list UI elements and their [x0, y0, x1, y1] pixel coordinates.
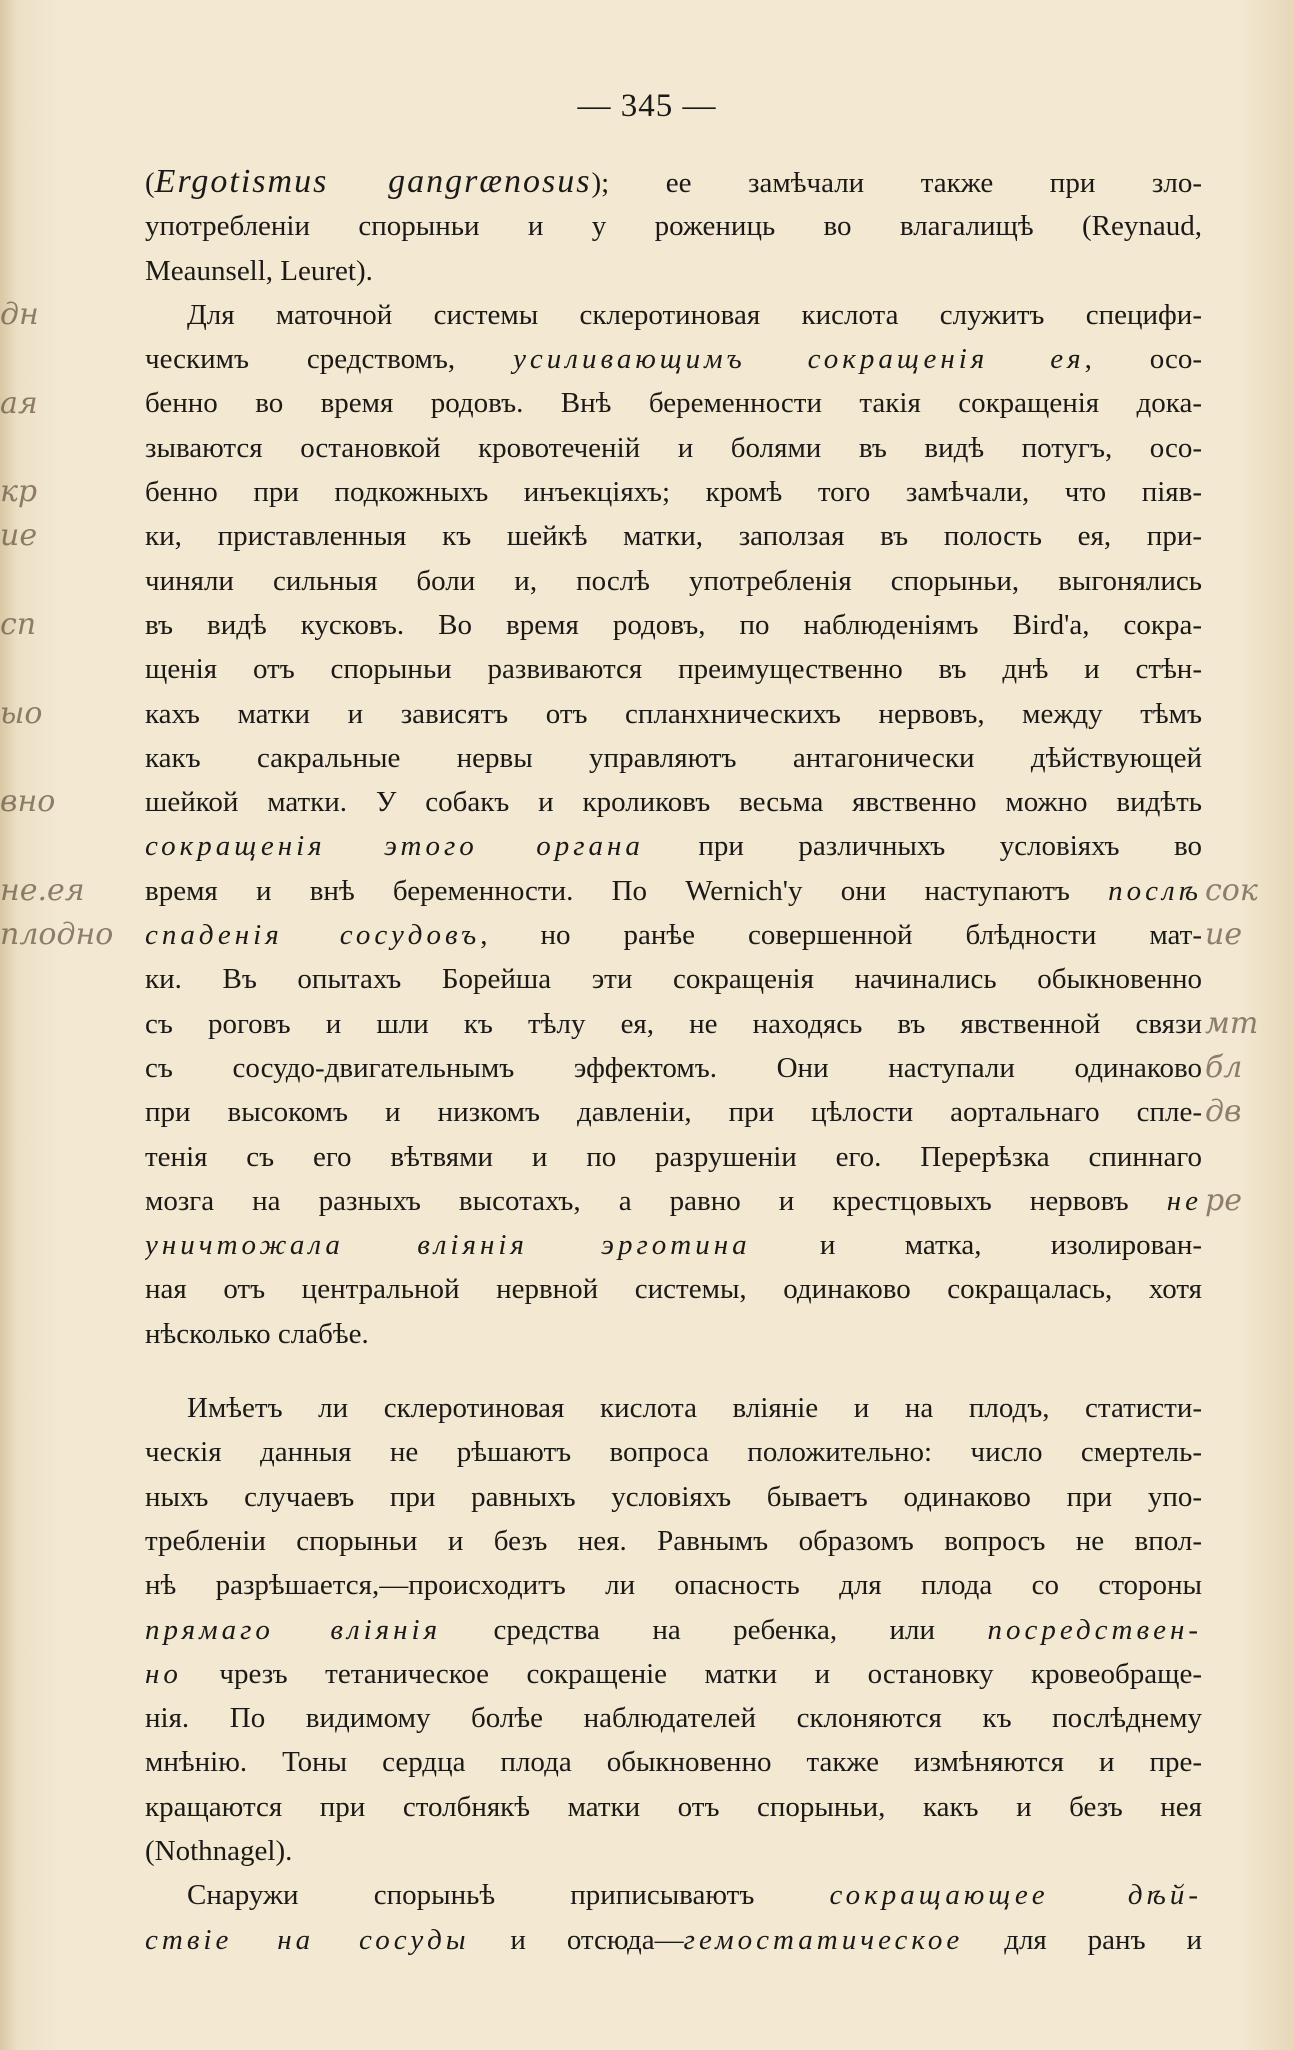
- text-line: [145, 1563, 1202, 1607]
- text-line: [145, 1475, 1202, 1519]
- margin-handwriting-note: ре: [1205, 1182, 1242, 1218]
- margin-handwriting-note: сок: [1205, 872, 1258, 908]
- text-line: [145, 1652, 1202, 1696]
- text-line: [145, 1740, 1202, 1784]
- margin-handwriting-note: дн: [0, 296, 39, 332]
- margin-handwriting-note: бл: [1205, 1050, 1243, 1085]
- text-segment: нія. По видимому болѣе наблюдателей склоняются къ послѣднему: [145, 1702, 1202, 1735]
- margin-handwriting-note: ыо: [0, 695, 43, 731]
- text-segment: (: [145, 167, 155, 199]
- text-line: [145, 1179, 1202, 1223]
- text-segment: кращаются при столбнякѣ матки отъ спорыньи, какъ и безъ нея: [145, 1790, 1202, 1823]
- text-line: [145, 1519, 1202, 1563]
- text-segment: ческимъ средствомъ,: [145, 343, 514, 376]
- text-line: [145, 293, 1202, 337]
- text-segment: мозга на разныхъ высотахъ, а равно и крестцовыхъ нервовъ: [145, 1184, 1167, 1217]
- text-line: [145, 559, 1202, 603]
- page-number: — 345 —: [577, 88, 717, 124]
- text-segment: Meaunsell, Leuret).: [145, 254, 373, 287]
- text-segment: чрезъ тетаническое сокращеніе матки и остановку кровеобраще-: [181, 1657, 1202, 1690]
- text-segment: мнѣнію. Тоны сердца плода обыкновенно также измѣняются и пре-: [145, 1746, 1202, 1779]
- text-line: [145, 780, 1202, 824]
- emphasized-text: но: [145, 1657, 182, 1690]
- text-line: [145, 1918, 1202, 1962]
- text-segment: съ сосудо-двигательнымъ эффектомъ. Они наступали одинаково: [145, 1051, 1202, 1084]
- text-line: [145, 249, 1202, 293]
- text-line: [145, 1002, 1202, 1046]
- text-segment: шейкой матки. У собакъ и кроликовъ весьма явственно можно видѣть: [145, 786, 1202, 819]
- text-line: [145, 1785, 1202, 1829]
- text-line: [145, 647, 1202, 691]
- text-segment: (Nothnagel).: [145, 1834, 293, 1867]
- emphasized-text: прямаго вліянія: [145, 1613, 442, 1646]
- emphasized-text: послѣ: [1108, 874, 1202, 907]
- text-segment: при различныхъ условіяхъ во: [643, 830, 1202, 863]
- margin-handwriting-note: сп: [0, 607, 37, 642]
- text-line: [145, 1386, 1202, 1430]
- text-line: [145, 337, 1202, 381]
- emphasized-text: ствіе на сосуды: [145, 1923, 470, 1956]
- text-line: [145, 160, 1202, 204]
- margin-handwriting-note: плодно: [0, 917, 114, 953]
- text-line: [145, 1430, 1202, 1474]
- body-text: [145, 160, 1202, 1962]
- text-line: [145, 1135, 1202, 1179]
- text-segment: ); ее замѣчали также при зло-: [591, 167, 1202, 199]
- text-line: [145, 514, 1202, 558]
- margin-handwriting-note: вно: [0, 784, 56, 820]
- text-segment: Снаружи спорыньѣ приписываютъ: [187, 1879, 830, 1912]
- text-line: [145, 913, 1202, 957]
- text-line: [145, 603, 1202, 647]
- emphasized-text: не: [1166, 1184, 1202, 1217]
- margin-handwriting-note: мт: [1205, 1005, 1259, 1041]
- text-line: [145, 470, 1202, 514]
- text-line: [145, 824, 1202, 868]
- text-segment: съ роговъ и шли къ тѣлу ея, не находясь въ явственной связи: [145, 1007, 1202, 1040]
- text-segment: тенія съ его вѣтвями и по разрушеніи его. Перерѣзка спиннаго: [145, 1140, 1202, 1173]
- margin-handwriting-note: не.ея: [0, 872, 85, 908]
- text-line: [145, 1696, 1202, 1740]
- text-line: [145, 957, 1202, 1001]
- text-line: [145, 1046, 1202, 1090]
- text-segment: , осо-: [1084, 343, 1202, 376]
- text-segment: кахъ матки и зависятъ отъ спланхническихъ нервовъ, между тѣмъ: [145, 697, 1202, 730]
- text-segment: ки. Въ опытахъ Борейша эти сокращенія начинались обыкновенно: [145, 963, 1202, 996]
- emphasized-text: сокращающее дѣй-: [829, 1879, 1202, 1912]
- text-line: [145, 1267, 1202, 1311]
- text-segment: для ранъ и: [963, 1923, 1202, 1956]
- text-line: [145, 1090, 1202, 1134]
- margin-handwriting-note: дв: [1205, 1094, 1242, 1130]
- text-segment: ческія данныя не рѣшаютъ вопроса положительно: число смертель-: [145, 1436, 1202, 1469]
- paragraph-gap: [145, 1356, 1202, 1386]
- text-segment: требленіи спорыньи и безъ нея. Равнымъ образомъ вопросъ не впол-: [145, 1524, 1202, 1557]
- text-segment: употребленіи спорыньи и у рожениць во влагалищѣ (Reynaud,: [145, 210, 1202, 243]
- text-line: [145, 1312, 1202, 1356]
- text-segment: время и внѣ беременности. По Wernich'у они наступаютъ: [145, 874, 1109, 907]
- emphasized-text: Ergotismus gangrænosus: [154, 163, 592, 200]
- text-segment: , но ранѣе совершенной блѣдности мат-: [480, 919, 1202, 952]
- text-line: [145, 426, 1202, 470]
- text-segment: чиняли сильныя боли и, послѣ употребленія спорыньи, выгонялись: [145, 564, 1202, 597]
- text-line: [145, 1829, 1202, 1873]
- text-line: [145, 869, 1202, 913]
- margin-handwriting-note: ие: [1205, 917, 1243, 953]
- text-line: [145, 1608, 1202, 1652]
- text-line: [145, 1223, 1202, 1267]
- text-segment: и матка, изолирован-: [750, 1229, 1202, 1262]
- text-segment: щенія отъ спорыньи развиваются преимущественно въ днѣ и стѣн-: [145, 653, 1202, 686]
- text-segment: ная отъ центральной нервной системы, одинаково сокращалась, хотя: [145, 1273, 1202, 1306]
- emphasized-text: посредствен-: [987, 1613, 1202, 1646]
- text-segment: бенно при подкожныхъ инъекціяхъ; кромѣ того замѣчали, что піяв-: [145, 476, 1202, 509]
- emphasized-text: гемостатическое: [683, 1923, 964, 1956]
- text-line: [145, 736, 1202, 780]
- emphasized-text: усиливающимъ сокращенія ея: [513, 343, 1085, 376]
- text-line: [145, 1873, 1202, 1917]
- emphasized-text: сокращенія этого органа: [145, 830, 644, 863]
- margin-handwriting-note: ие: [0, 518, 38, 554]
- text-segment: нѣ разрѣшается,—происходитъ ли опасность для плода со стороны: [145, 1569, 1202, 1602]
- emphasized-text: спаденія сосудовъ: [145, 919, 481, 952]
- emphasized-text: уничтожала вліянія эрготина: [145, 1229, 751, 1262]
- text-segment: въ видѣ кусковъ. Во время родовъ, по наблюденіямъ Bird'a, сокра-: [145, 608, 1202, 641]
- text-line: [145, 381, 1202, 425]
- text-segment: бенно во время родовъ. Внѣ беременности такія сокращенія дока-: [145, 387, 1202, 420]
- text-segment: при высокомъ и низкомъ давленіи, при цѣлости аортальнаго спле-: [145, 1096, 1202, 1129]
- text-segment: и отсюда—: [469, 1923, 684, 1956]
- text-segment: средства на ребенка, или: [441, 1613, 988, 1646]
- text-segment: какъ сакральные нервы управляютъ антагонически дѣйствующей: [145, 741, 1202, 774]
- text-segment: Имѣетъ ли склеротиновая кислота вліяніе и на плодъ, статисти-: [187, 1392, 1202, 1425]
- margin-handwriting-note: кр: [0, 474, 38, 510]
- text-segment: зываются остановкой кровотеченій и болями въ видѣ потугъ, осо-: [145, 431, 1202, 464]
- margin-handwriting-note: ая: [0, 385, 38, 421]
- text-line: [145, 692, 1202, 736]
- text-line: [145, 204, 1202, 248]
- text-segment: ки, приставленныя къ шейкѣ матки, заползая въ полость ея, при-: [145, 520, 1202, 553]
- text-segment: нѣсколько слабѣе.: [145, 1317, 369, 1350]
- text-segment: Для маточной системы склеротиновая кислота служитъ специфи-: [187, 298, 1202, 331]
- text-segment: ныхъ случаевъ при равныхъ условіяхъ бываетъ одинаково при упо-: [145, 1480, 1202, 1513]
